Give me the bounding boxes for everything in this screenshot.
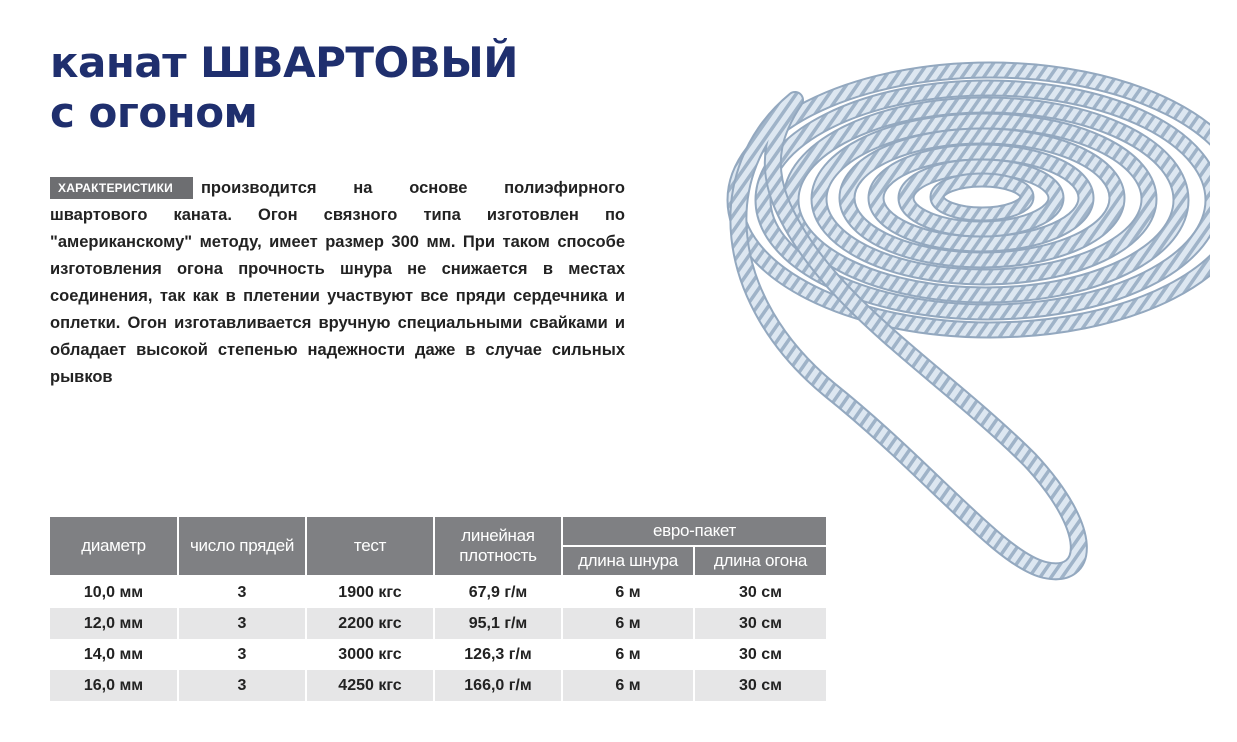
- header-diameter: диаметр: [50, 517, 178, 576]
- cell-eye-length: 30 см: [694, 670, 826, 701]
- cell-density: 166,0 г/м: [434, 670, 562, 701]
- cell-strands: 3: [178, 670, 306, 701]
- cell-diameter: 12,0 мм: [50, 608, 178, 639]
- header-rope-length: длина шнура: [562, 546, 694, 576]
- header-linear-density-line-1: линейная: [461, 526, 535, 545]
- cell-strands: 3: [178, 608, 306, 639]
- cell-eye-length: 30 см: [694, 608, 826, 639]
- cell-test: 4250 кгс: [306, 670, 434, 701]
- table-row: [50, 576, 826, 608]
- specs-table: [50, 517, 826, 701]
- table-row: [50, 639, 826, 670]
- header-test: тест: [306, 517, 434, 576]
- cell-rope-length: 6 м: [562, 576, 694, 608]
- cell-density: 67,9 г/м: [434, 576, 562, 608]
- cell-rope-length: 6 м: [562, 608, 694, 639]
- title-line-1: канат ШВАРТОВЫЙ: [50, 38, 518, 87]
- cell-eye-length: 30 см: [739, 583, 782, 601]
- description-text: производится на основе полиэфирного швартового каната. Огон связного типа изготовлен по "американскому" методу, имеет размер 300 мм. При таком способе изготовления огона прочность шнура не снижается в местах соединения, так как в плетении участвуют все пряди сердечника и оплетки. Огон изготавливается вручную специальными свайками и обладает высокой степенью надежности даже в случае сильных рывков: [50, 179, 625, 386]
- title-line-2: с огоном: [50, 88, 258, 137]
- cell-diameter: 14,0 мм: [50, 639, 178, 670]
- cell-diameter: 10,0 мм: [50, 576, 178, 608]
- page-title: [50, 38, 518, 138]
- cell-rope-length: 6 м: [562, 670, 694, 701]
- cell-density: 95,1 г/м: [434, 608, 562, 639]
- cell-diameter: 16,0 мм: [50, 670, 178, 701]
- table-row: [50, 608, 826, 639]
- header-linear-density: [434, 517, 562, 576]
- cell-rope-length: 6 м: [562, 639, 694, 670]
- header-linear-density-line-2: плотность: [459, 546, 537, 565]
- cell-test: 2200 кгс: [306, 608, 434, 639]
- product-description: [50, 175, 625, 391]
- cell-test: 1900 кгс: [306, 576, 434, 608]
- cell-eye-length: 30 см: [739, 645, 782, 663]
- table-row: [50, 670, 826, 701]
- header-strands: число прядей: [178, 517, 306, 576]
- cell-test: 3000 кгс: [306, 639, 434, 670]
- characteristics-label: ХАРАКТЕРИСТИКИ: [50, 177, 193, 199]
- cell-strands: 3: [178, 576, 306, 608]
- header-euro-package: евро-пакет: [562, 517, 826, 546]
- cell-strands: 3: [178, 639, 306, 670]
- header-eye-length: длина огона: [694, 546, 826, 576]
- cell-density: 126,3 г/м: [434, 639, 562, 670]
